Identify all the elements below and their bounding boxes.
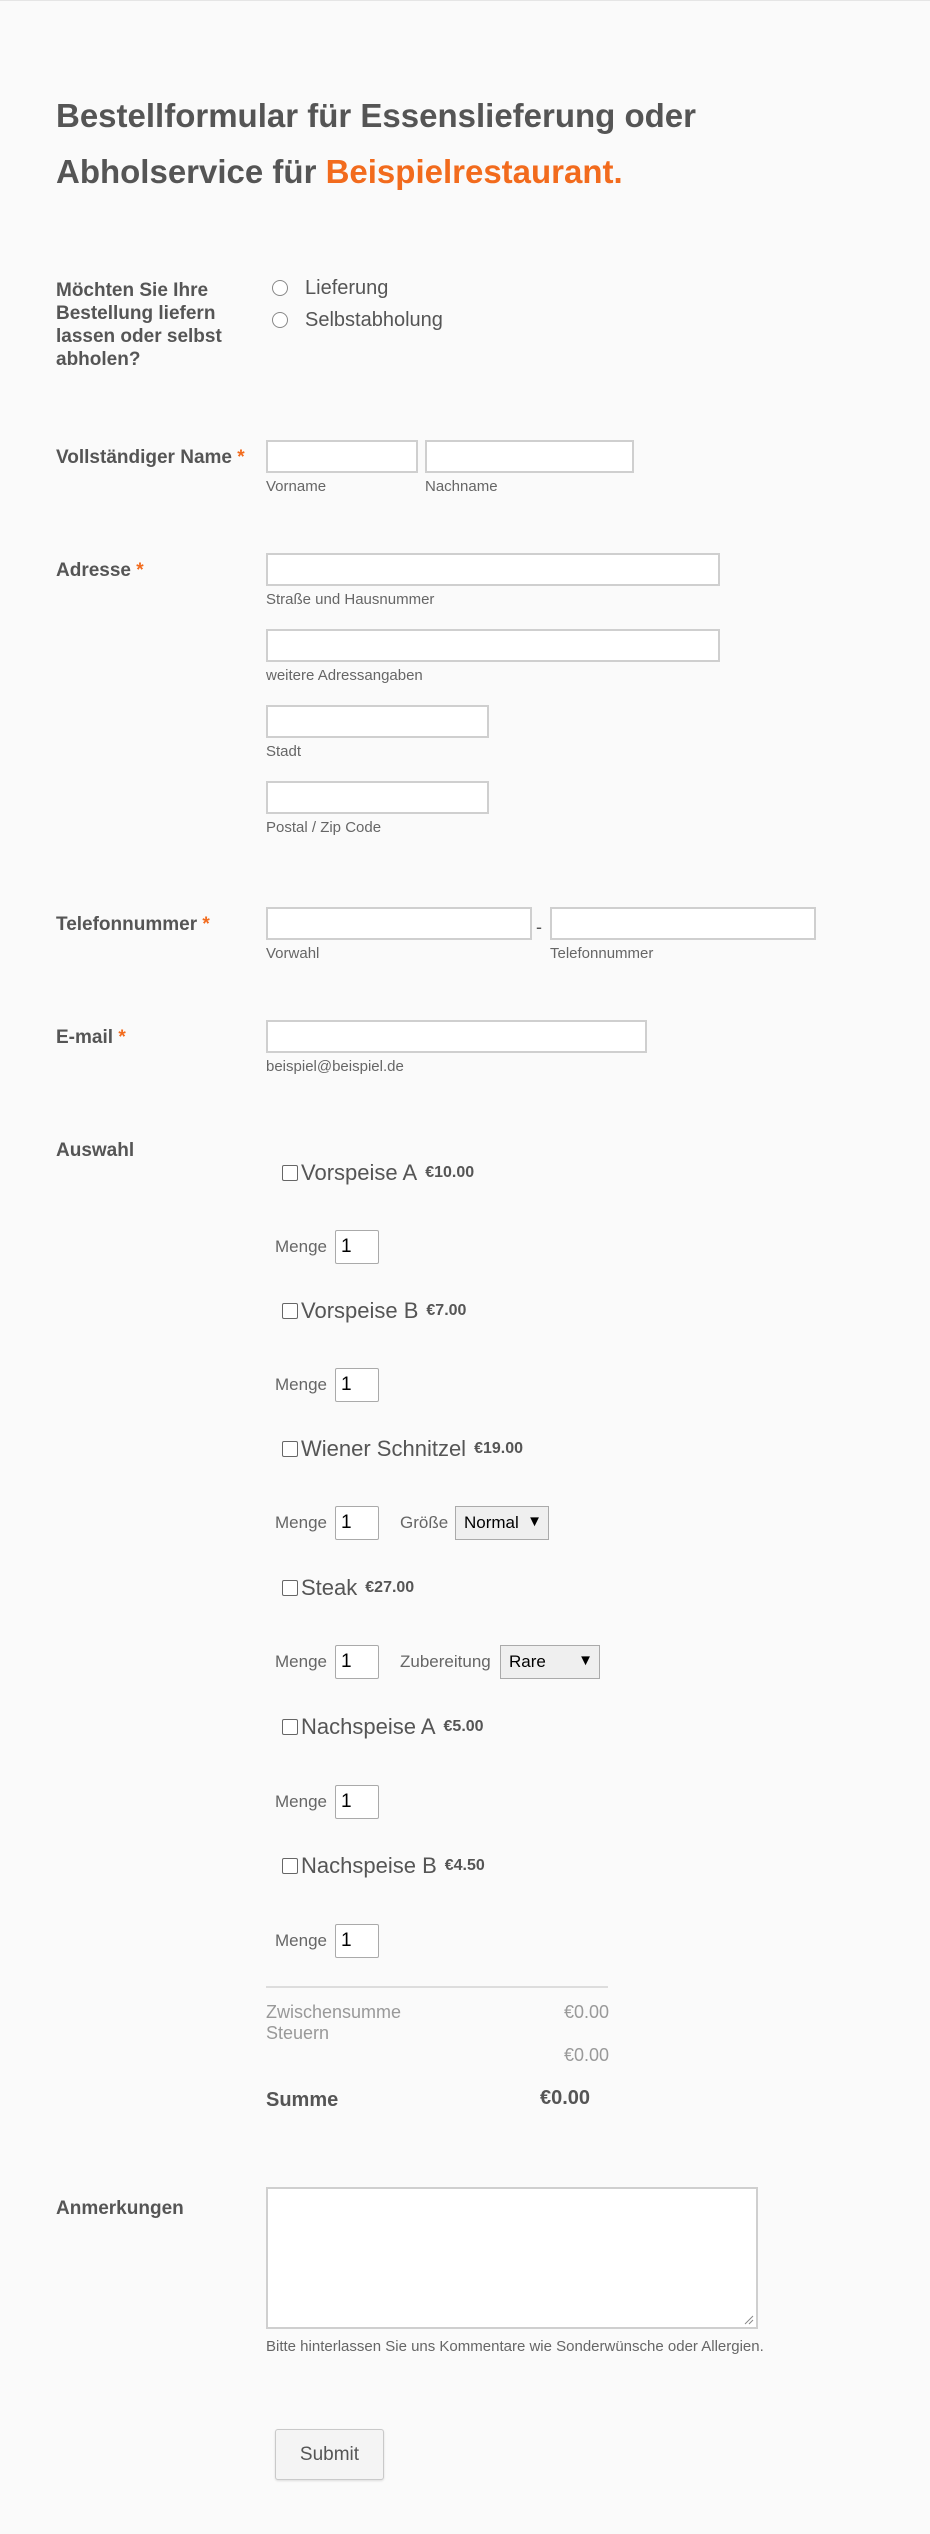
selection-label: Auswahl: [56, 1140, 135, 1161]
phone-label-text: Telefonnummer: [56, 914, 198, 935]
required-marker: *: [202, 914, 210, 935]
delivery-question-label: Möchten Sie Ihre Bestellung liefern lassen oder selbst abholen?: [56, 280, 222, 370]
quantity-label: Menge: [275, 1237, 327, 1256]
area-code-sublabel: Vorwahl: [266, 945, 320, 962]
item-vorspeise-a[interactable]: [282, 1158, 474, 1188]
item-nachspeise-a[interactable]: [282, 1712, 484, 1742]
chevron-down-icon: ▼: [527, 1513, 542, 1530]
tax-value: €0.00: [564, 2045, 610, 2065]
item-nachspeise-b[interactable]: [282, 1851, 485, 1881]
preparation-select-value: Rare: [509, 1652, 546, 1671]
required-marker: *: [118, 1027, 126, 1048]
quantity-label: Menge: [275, 1513, 327, 1532]
subtotal-label: Zwischensumme: [266, 2002, 402, 2022]
form-title-line2: [56, 144, 816, 200]
notes-label: Anmerkungen: [56, 2198, 184, 2219]
item-price: €19.00: [474, 1440, 524, 1457]
address-line2-sublabel: weitere Adressangaben: [266, 667, 423, 684]
name-label: [56, 446, 256, 469]
last-name-input[interactable]: [425, 440, 634, 473]
city-sublabel: Stadt: [266, 743, 302, 760]
restaurant-name: Beispielrestaurant.: [325, 153, 623, 190]
email-input[interactable]: [266, 1020, 647, 1053]
item-checkbox[interactable]: [282, 1165, 298, 1181]
phone-label: [56, 913, 256, 936]
quantity-input[interactable]: 1: [335, 1785, 379, 1819]
city-input[interactable]: [266, 705, 489, 738]
address-label-text: Adresse: [56, 560, 131, 581]
radio-option-delivery[interactable]: [272, 275, 388, 301]
name-label-text: Vollständiger Name: [56, 447, 232, 468]
zip-sublabel: Postal / Zip Code: [266, 819, 382, 836]
form-title: [56, 88, 816, 200]
address-label: [56, 559, 256, 582]
item-name: Nachspeise B: [301, 1853, 437, 1878]
notes-sublabel: Bitte hinterlassen Sie uns Kommentare wie Sonderwünsche oder Allergien.: [266, 2338, 764, 2355]
first-name-input[interactable]: [266, 440, 418, 473]
item-price: €7.00: [426, 1302, 467, 1319]
radio-label: Lieferung: [305, 276, 389, 299]
radio-button[interactable]: [272, 312, 288, 328]
zip-input[interactable]: [266, 781, 489, 814]
item-name: Wiener Schnitzel: [301, 1436, 467, 1461]
quantity-label: Menge: [275, 1652, 327, 1671]
total-label: Summe: [266, 2089, 339, 2111]
required-marker: *: [237, 447, 245, 468]
quantity-label: Menge: [275, 1792, 327, 1811]
chevron-down-icon: ▼: [578, 1652, 593, 1669]
phone-number-sublabel: Telefonnummer: [550, 945, 654, 962]
quantity-input[interactable]: 1: [335, 1924, 379, 1958]
address-line2-input[interactable]: [266, 629, 720, 662]
phone-separator: -: [536, 917, 542, 937]
street-input[interactable]: [266, 553, 720, 586]
item-checkbox[interactable]: [282, 1441, 298, 1457]
size-label: Größe: [400, 1513, 449, 1532]
item-wiener-schnitzel[interactable]: [282, 1434, 523, 1464]
form-title-line1: Bestellformular für Essenslieferung oder: [56, 97, 697, 134]
submit-button[interactable]: Submit: [275, 2429, 384, 2480]
item-name: Vorspeise A: [301, 1160, 418, 1185]
email-label: [56, 1026, 256, 1049]
quantity-label: Menge: [275, 1375, 327, 1394]
totals-divider: [266, 1986, 608, 1988]
preparation-select[interactable]: [500, 1645, 600, 1679]
item-steak[interactable]: [282, 1573, 414, 1603]
subtotal-value: €0.00: [564, 2002, 610, 2022]
radio-option-pickup[interactable]: [272, 307, 443, 333]
email-label-text: E-mail: [56, 1027, 114, 1048]
last-name-sublabel: Nachname: [425, 478, 498, 495]
preparation-label: Zubereitung: [400, 1652, 491, 1671]
quantity-input[interactable]: 1: [335, 1368, 379, 1402]
phone-number-input[interactable]: [550, 907, 816, 940]
item-checkbox[interactable]: [282, 1719, 298, 1735]
radio-label: Selbstabholung: [305, 308, 443, 331]
item-vorspeise-b[interactable]: [282, 1296, 466, 1326]
form-title-prefix: Abholservice für: [56, 153, 326, 190]
item-name: Nachspeise A: [301, 1714, 436, 1739]
quantity-input[interactable]: 1: [335, 1645, 379, 1679]
item-name: Steak: [301, 1575, 358, 1600]
area-code-input[interactable]: [266, 907, 532, 940]
first-name-sublabel: Vorname: [266, 478, 327, 495]
quantity-input[interactable]: 1: [335, 1506, 379, 1540]
size-select[interactable]: [455, 1506, 549, 1540]
radio-button[interactable]: [272, 280, 288, 296]
required-marker: *: [136, 560, 144, 581]
resize-handle-icon[interactable]: [742, 2313, 754, 2325]
total-value: €0.00: [540, 2087, 591, 2109]
tax-label: Steuern: [266, 2023, 330, 2043]
item-checkbox[interactable]: [282, 1858, 298, 1874]
top-divider: [0, 0, 930, 1]
item-checkbox[interactable]: [282, 1303, 298, 1319]
item-price: €27.00: [365, 1579, 415, 1596]
size-select-value: Normal: [464, 1513, 519, 1532]
item-name: Vorspeise B: [301, 1298, 419, 1323]
email-sublabel: beispiel@beispiel.de: [266, 1058, 404, 1075]
item-price: €5.00: [443, 1718, 484, 1735]
street-sublabel: Straße und Hausnummer: [266, 591, 435, 608]
item-price: €10.00: [425, 1164, 475, 1181]
item-price: €4.50: [444, 1857, 485, 1874]
notes-textarea[interactable]: [266, 2187, 758, 2329]
quantity-label: Menge: [275, 1931, 327, 1950]
item-checkbox[interactable]: [282, 1580, 298, 1596]
quantity-input[interactable]: 1: [335, 1230, 379, 1264]
